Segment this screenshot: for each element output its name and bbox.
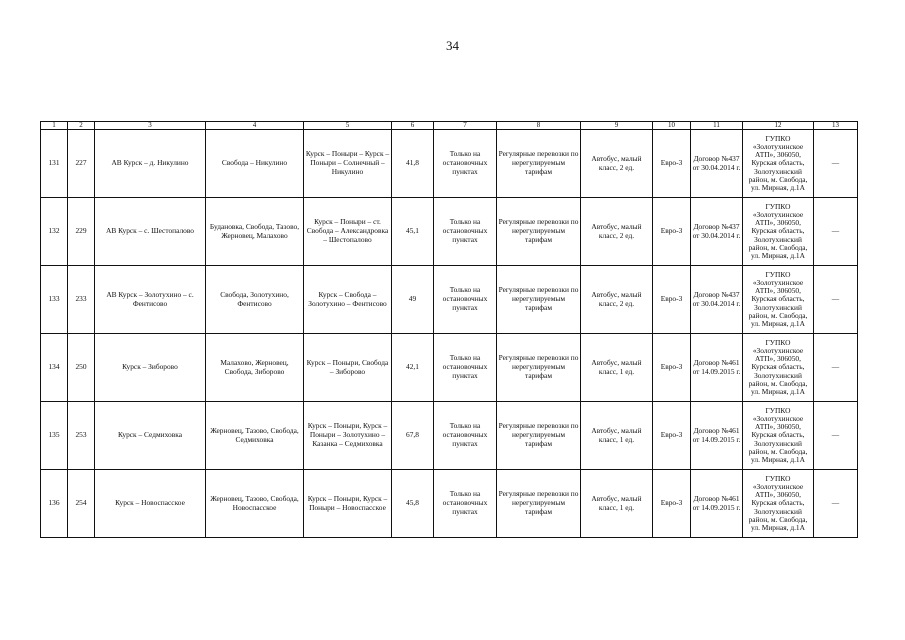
contract: Договор №461 от 14.09.2015 г. bbox=[691, 402, 743, 470]
route-streets: Курск – Поныри, Свобода – Зиборово bbox=[304, 334, 392, 402]
registration-number: 253 bbox=[68, 402, 95, 470]
registration-number: 250 bbox=[68, 334, 95, 402]
row-number: 135 bbox=[41, 402, 68, 470]
header-cell: 11 bbox=[691, 122, 743, 130]
carrier: ГУПКО «Золотухинское АТП», 306050, Курская область, Золотухинский район, м. Свобода, ул. Мирная, д.1А bbox=[743, 266, 814, 334]
eco-class: Евро-3 bbox=[653, 402, 691, 470]
eco-class: Евро-3 bbox=[653, 266, 691, 334]
transport-kind: Регулярные перевозки по нерегулируемым тарифам bbox=[497, 470, 581, 538]
route-length: 42,1 bbox=[392, 334, 434, 402]
vehicle-info: Автобус, малый класс, 2 ед. bbox=[581, 198, 653, 266]
contract: Договор №437 от 30.04.2014 г. bbox=[691, 266, 743, 334]
routes-table bbox=[40, 121, 858, 538]
row-number: 132 bbox=[41, 198, 68, 266]
table-row bbox=[41, 402, 858, 470]
header-cell: 13 bbox=[814, 122, 858, 130]
header-cell: 2 bbox=[68, 122, 95, 130]
route-streets: Курск – Поныри, Курск – Поныри – Новоспасское bbox=[304, 470, 392, 538]
vehicle-info: Автобус, малый класс, 2 ед. bbox=[581, 130, 653, 198]
intermediate-stops: Жерновец, Тазово, Свобода, Новоспасское bbox=[206, 470, 304, 538]
header-cell: 6 bbox=[392, 122, 434, 130]
header-cell: 4 bbox=[206, 122, 304, 130]
route-length: 67,8 bbox=[392, 402, 434, 470]
contract: Договор №461 от 14.09.2015 г. bbox=[691, 334, 743, 402]
row-number: 134 bbox=[41, 334, 68, 402]
route-name: Курск – Зиборово bbox=[95, 334, 206, 402]
registration-number: 254 bbox=[68, 470, 95, 538]
table-row bbox=[41, 470, 858, 538]
vehicle-info: Автобус, малый класс, 1 ед. bbox=[581, 402, 653, 470]
boarding-order: Только на остановочных пунктах bbox=[434, 130, 497, 198]
header-cell: 8 bbox=[497, 122, 581, 130]
transport-kind: Регулярные перевозки по нерегулируемым тарифам bbox=[497, 334, 581, 402]
table-row bbox=[41, 130, 858, 198]
header-cell: 9 bbox=[581, 122, 653, 130]
route-length: 49 bbox=[392, 266, 434, 334]
carrier: ГУПКО «Золотухинское АТП», 306050, Курская область, Золотухинский район, м. Свобода, ул. Мирная, д.1А bbox=[743, 198, 814, 266]
route-name: АВ Курск – Золотухино – с. Фентисово bbox=[95, 266, 206, 334]
transport-kind: Регулярные перевозки по нерегулируемым тарифам bbox=[497, 266, 581, 334]
row-number: 131 bbox=[41, 130, 68, 198]
intermediate-stops: Будановка, Свобода, Тазово, Жерновец, Малахово bbox=[206, 198, 304, 266]
transport-kind: Регулярные перевозки по нерегулируемым тарифам bbox=[497, 198, 581, 266]
extra-cell: — bbox=[814, 334, 858, 402]
boarding-order: Только на остановочных пунктах bbox=[434, 266, 497, 334]
row-number: 133 bbox=[41, 266, 68, 334]
route-name: АВ Курск – д. Никулино bbox=[95, 130, 206, 198]
header-cell: 5 bbox=[304, 122, 392, 130]
route-length: 41,8 bbox=[392, 130, 434, 198]
vehicle-info: Автобус, малый класс, 2 ед. bbox=[581, 266, 653, 334]
route-streets: Курск – Свобода – Золотухино – Фентисово bbox=[304, 266, 392, 334]
header-cell: 12 bbox=[743, 122, 814, 130]
extra-cell: — bbox=[814, 130, 858, 198]
boarding-order: Только на остановочных пунктах bbox=[434, 198, 497, 266]
contract: Договор №461 от 14.09.2015 г. bbox=[691, 470, 743, 538]
intermediate-stops: Малахово, Жерновец, Свобода, Зиборово bbox=[206, 334, 304, 402]
header-cell: 3 bbox=[95, 122, 206, 130]
carrier: ГУПКО «Золотухинское АТП», 306050, Курская область, Золотухинский район, м. Свобода, ул. Мирная, д.1А bbox=[743, 402, 814, 470]
header-cell: 1 bbox=[41, 122, 68, 130]
contract: Договор №437 от 30.04.2014 г. bbox=[691, 130, 743, 198]
transport-kind: Регулярные перевозки по нерегулируемым тарифам bbox=[497, 130, 581, 198]
registration-number: 229 bbox=[68, 198, 95, 266]
eco-class: Евро-3 bbox=[653, 198, 691, 266]
route-streets: Курск – Поныри – ст. Свобода – Александровка – Шестопалово bbox=[304, 198, 392, 266]
header-cell: 10 bbox=[653, 122, 691, 130]
route-name: АВ Курск – с. Шестопалово bbox=[95, 198, 206, 266]
carrier: ГУПКО «Золотухинское АТП», 306050, Курская область, Золотухинский район, м. Свобода, ул. Мирная, д.1А bbox=[743, 334, 814, 402]
carrier: ГУПКО «Золотухинское АТП», 306050, Курская область, Золотухинский район, м. Свобода, ул. Мирная, д.1А bbox=[743, 130, 814, 198]
table-row bbox=[41, 198, 858, 266]
table-row bbox=[41, 334, 858, 402]
intermediate-stops: Свобода – Никулино bbox=[206, 130, 304, 198]
route-name: Курск – Новоспасское bbox=[95, 470, 206, 538]
boarding-order: Только на остановочных пунктах bbox=[434, 470, 497, 538]
eco-class: Евро-3 bbox=[653, 470, 691, 538]
transport-kind: Регулярные перевозки по нерегулируемым тарифам bbox=[497, 402, 581, 470]
page-number: 34 bbox=[446, 38, 459, 53]
extra-cell: — bbox=[814, 266, 858, 334]
extra-cell: — bbox=[814, 198, 858, 266]
intermediate-stops: Жерновец, Тазово, Свобода, Седмиховка bbox=[206, 402, 304, 470]
route-length: 45,1 bbox=[392, 198, 434, 266]
intermediate-stops: Свобода, Золотухино, Фентисово bbox=[206, 266, 304, 334]
row-number: 136 bbox=[41, 470, 68, 538]
table-row bbox=[41, 266, 858, 334]
vehicle-info: Автобус, малый класс, 1 ед. bbox=[581, 470, 653, 538]
contract: Договор №437 от 30.04.2014 г. bbox=[691, 198, 743, 266]
eco-class: Евро-3 bbox=[653, 334, 691, 402]
eco-class: Евро-3 bbox=[653, 130, 691, 198]
header-row bbox=[41, 122, 858, 130]
extra-cell: — bbox=[814, 402, 858, 470]
vehicle-info: Автобус, малый класс, 1 ед. bbox=[581, 334, 653, 402]
header-cell: 7 bbox=[434, 122, 497, 130]
extra-cell: — bbox=[814, 470, 858, 538]
route-length: 45,8 bbox=[392, 470, 434, 538]
boarding-order: Только на остановочных пунктах bbox=[434, 402, 497, 470]
boarding-order: Только на остановочных пунктах bbox=[434, 334, 497, 402]
registration-number: 233 bbox=[68, 266, 95, 334]
carrier: ГУПКО «Золотухинское АТП», 306050, Курская область, Золотухинский район, м. Свобода, ул. Мирная, д.1А bbox=[743, 470, 814, 538]
route-streets: Курск – Поныри, Курск – Поныри – Золотухино – Казанка – Седмиховка bbox=[304, 402, 392, 470]
registration-number: 227 bbox=[68, 130, 95, 198]
route-streets: Курск – Поныри – Курск – Поныри – Солнечный – Никулино bbox=[304, 130, 392, 198]
route-name: Курск – Седмиховка bbox=[95, 402, 206, 470]
